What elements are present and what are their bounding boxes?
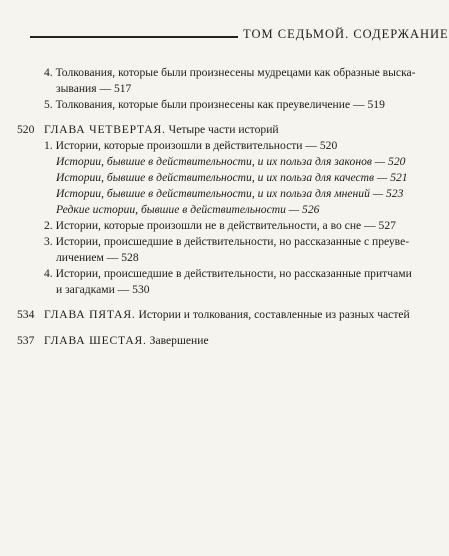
toc-item-4-2: 2. Истории, которые произошли не в действительности, а во сне — 527: [44, 219, 396, 232]
toc-item-4-3-line2: личением — 528: [56, 251, 139, 264]
chapter4-heading: [44, 122, 279, 138]
header-rule: [30, 36, 238, 38]
toc-item-4-line2: зывания — 517: [56, 82, 132, 95]
chapter6-heading: [44, 333, 209, 349]
toc-subitem-qualities: Истории, бывшие в действительности, и их польза для качеств — 521: [56, 171, 408, 184]
toc-item-4-1: 1. Истории, которые произошли в действительности — 520: [44, 139, 338, 152]
header-title: ТОМ СЕДЬМОЙ. СОДЕРЖАНИЕ: [243, 27, 449, 41]
chapter4-title: Четыре части историй: [165, 123, 279, 136]
chapter5-heading: [44, 307, 410, 323]
running-header: [0, 26, 449, 44]
chapter6-page-number: 537: [17, 334, 35, 347]
toc-subitem-opinions: Истории, бывшие в действительности, и их польза для мнений — 523: [56, 187, 404, 200]
chapter6-title: Завершение: [146, 334, 209, 347]
toc-item-4-4-line1: 4. Истории, происшедшие в действительности, но рассказанные притчами: [44, 267, 412, 280]
toc-item-4-3-line1: 3. Истории, происшедшие в действительности, но рассказанные с преуве-: [44, 235, 410, 248]
chapter4-page-number: 520: [17, 123, 35, 136]
toc-item-5: 5. Толкования, которые были произнесены как преувеличение — 519: [44, 98, 385, 111]
toc-subitem-rare: Редкие истории, бывшие в действительности — 526: [56, 203, 320, 216]
toc-subitem-laws: Истории, бывшие в действительности, и их польза для законов — 520: [56, 155, 406, 168]
chapter5-title: Истории и толкования, составленные из разных частей: [135, 308, 410, 321]
chapter4-label: ГЛАВА ЧЕТВЕРТАЯ.: [44, 123, 166, 136]
chapter5-page-number: 534: [17, 308, 35, 321]
chapter5-label: ГЛАВА ПЯТАЯ.: [44, 308, 136, 321]
toc-item-4-4-line2: и загадками — 530: [56, 283, 150, 296]
toc-item-4-line1: 4. Толкования, которые были произнесены мудрецами как образные выска-: [44, 66, 416, 79]
chapter6-label: ГЛАВА ШЕСТАЯ.: [44, 334, 147, 347]
